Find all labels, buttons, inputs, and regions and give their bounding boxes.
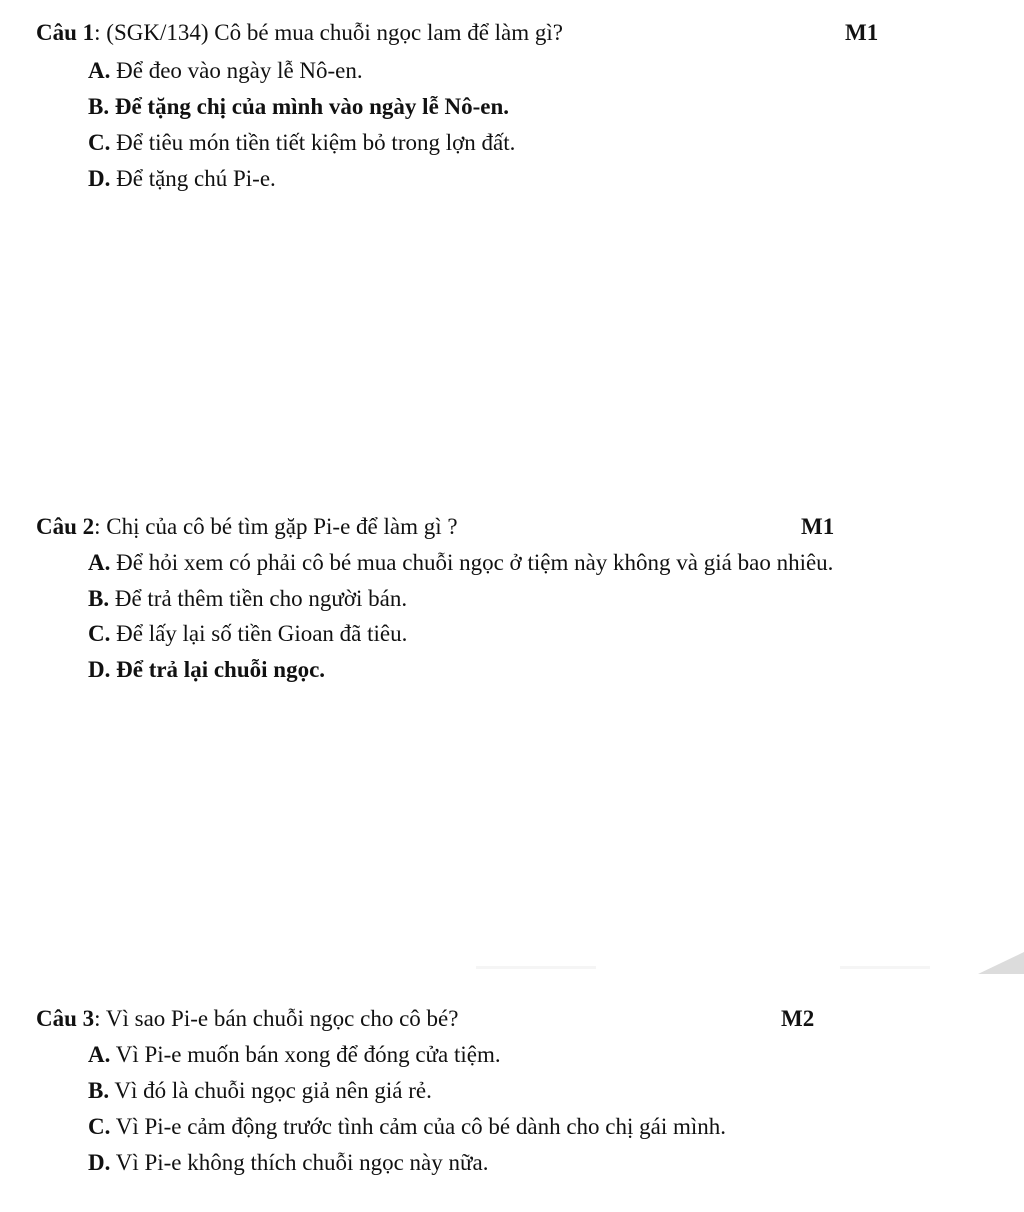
option-letter: C. [88, 621, 111, 646]
option-letter: D. [88, 1150, 111, 1175]
question-1-label: Câu 1 [36, 20, 95, 45]
question-1-heading [36, 20, 563, 46]
option-text: Để trả thêm tiền cho người bán. [109, 586, 408, 611]
option-text: Vì Pi-e muốn bán xong để đóng cửa tiệm. [110, 1042, 501, 1067]
option-letter: A. [88, 550, 111, 575]
option-letter: D. [88, 166, 111, 191]
question-2-option-b [88, 586, 407, 612]
question-2-separator: : [94, 514, 107, 539]
option-letter: B. [88, 94, 110, 119]
option-letter: B. [88, 586, 110, 611]
question-1-option-d [88, 166, 276, 192]
option-letter: D. [88, 657, 111, 682]
option-text: Để trả lại chuỗi ngọc. [110, 657, 326, 682]
question-2-option-c [88, 621, 407, 647]
page-corner-shape [978, 952, 1024, 974]
scan-smudge [476, 966, 596, 969]
option-letter: A. [88, 1042, 111, 1067]
question-3-level: M2 [781, 1006, 815, 1031]
option-letter: A. [88, 58, 111, 83]
question-3-option-b [88, 1078, 432, 1104]
question-2-level: M1 [801, 514, 835, 539]
option-text: Để tặng chị của mình vào ngày lễ Nô-en. [109, 94, 510, 119]
question-3-option-c [88, 1114, 726, 1140]
question-1-separator: : [94, 20, 107, 45]
option-text: Vì đó là chuỗi ngọc giả nên giá rẻ. [109, 1078, 432, 1103]
question-1-option-c [88, 130, 515, 156]
option-text: Để tặng chú Pi-e. [110, 166, 276, 191]
option-text: Để lấy lại số tiền Gioan đã tiêu. [110, 621, 408, 646]
option-text: Để hỏi xem có phải cô bé mua chuỗi ngọc ở tiệm này không và giá bao nhiêu. [110, 550, 834, 575]
option-letter: C. [88, 130, 111, 155]
question-1-text: (SGK/134) Cô bé mua chuỗi ngọc lam để làm gì? [106, 20, 564, 45]
question-2-label: Câu 2 [36, 514, 95, 539]
option-text: Vì Pi-e không thích chuỗi ngọc này nữa. [110, 1150, 489, 1175]
question-3-option-a [88, 1042, 501, 1068]
question-3-separator: : [94, 1006, 106, 1031]
question-3-text: Vì sao Pi-e bán chuỗi ngọc cho cô bé? [105, 1006, 459, 1031]
question-2-text: Chị của cô bé tìm gặp Pi-e để làm gì ? [106, 514, 458, 539]
question-2-option-a [88, 550, 833, 576]
question-1-option-b [88, 94, 509, 120]
question-2-option-d [88, 657, 325, 683]
option-letter: C. [88, 1114, 111, 1139]
question-2-heading [36, 514, 458, 540]
option-letter: B. [88, 1078, 110, 1103]
question-1-option-a [88, 58, 363, 84]
scan-smudge [840, 966, 930, 969]
question-3-option-d [88, 1150, 488, 1176]
option-text: Để đeo vào ngày lễ Nô-en. [110, 58, 363, 83]
option-text: Vì Pi-e cảm động trước tình cảm của cô bé dành cho chị gái mình. [110, 1114, 727, 1139]
question-3-heading [36, 1006, 458, 1032]
question-3-label: Câu 3 [36, 1006, 95, 1031]
question-1-level: M1 [845, 20, 879, 45]
option-text: Để tiêu món tiền tiết kiệm bỏ trong lợn đất. [110, 130, 516, 155]
